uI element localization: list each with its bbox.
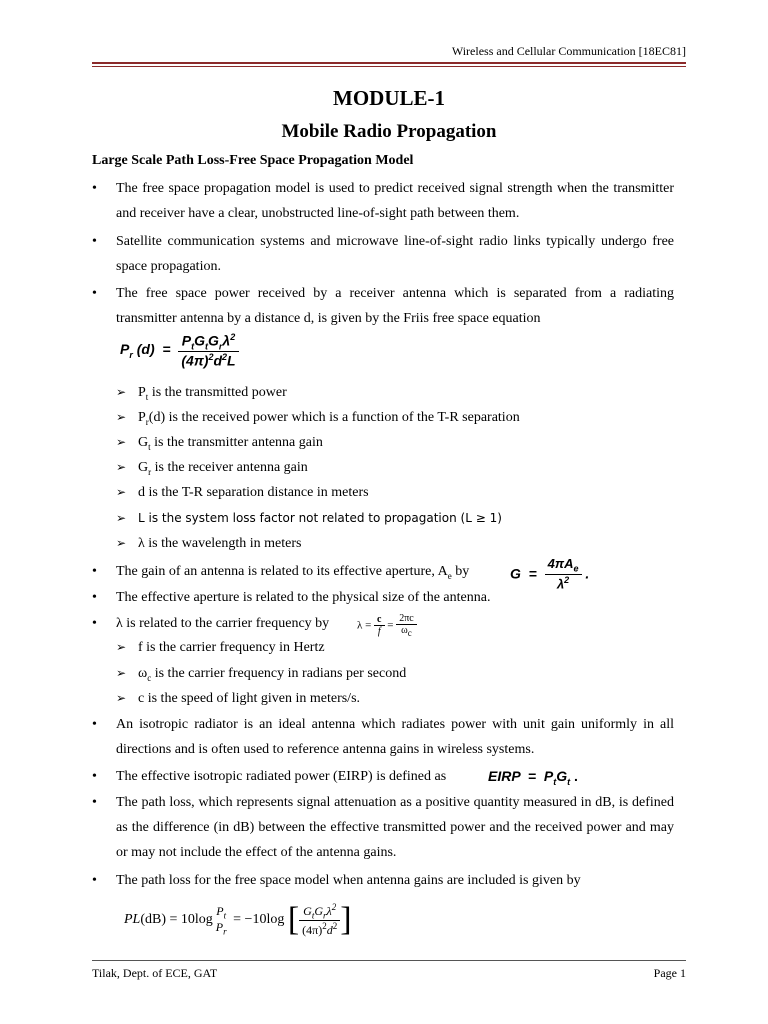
header-rule-thin bbox=[92, 66, 686, 67]
arrow-bullet: ➢ bbox=[116, 385, 127, 399]
definition-pt: $P_t$ is the transmitted power bbox=[138, 385, 287, 402]
paragraph-satellite: Satellite communication systems and microwave line-of-sight radio links typically undergo free space propagation. bbox=[116, 234, 674, 274]
page-number: Page 1 bbox=[653, 966, 686, 980]
paragraph-path-loss-free-space: The path loss for the free space model when antenna gains are included is given by bbox=[116, 873, 581, 888]
bullet-glyph: • bbox=[92, 286, 97, 301]
section-heading: Large Scale Path Loss-Free Space Propagation Model bbox=[92, 153, 414, 168]
bullet-glyph: • bbox=[92, 717, 97, 732]
arrow-bullet: ➢ bbox=[116, 536, 127, 550]
definition-omega: $\omega_c$ is the carrier frequency in radians per second bbox=[138, 666, 407, 683]
paragraph-path-loss: The path loss, which represents signal attenuation as a positive quantity measured in dB, is defined as the difference (in dB) between the effective transmitted power and the received power and may or may not include the effect of the antenna gains. bbox=[116, 795, 674, 860]
bullet-glyph: • bbox=[92, 795, 97, 810]
paragraph-friis: The free space power received by a receiver antenna which is separated from a radiating transmitter antenna by a distance d, is given by the Friis free space equation bbox=[116, 286, 674, 326]
wavelength-equation: λ = $\frac{c}{f}$ = $\frac{2\pi c}{\omega_c}$ bbox=[357, 613, 417, 638]
paragraph-isotropic: An isotropic radiator is an ideal antenna which radiates power with unit gain uniformly in all directions and is often used to reference antenna gains in wireless systems. bbox=[116, 717, 674, 757]
definition-lambda: λ is the wavelength in meters bbox=[138, 536, 302, 551]
gain-equation: G = $\frac{4\pi A_e}{\lambda^2}$ . bbox=[510, 556, 590, 591]
bullet-glyph: • bbox=[92, 769, 97, 784]
footer-author: Tilak, Dept. of ECE, GAT bbox=[92, 966, 218, 980]
chapter-title: Mobile Radio Propagation bbox=[281, 121, 497, 142]
header-rule bbox=[92, 62, 686, 64]
bullet-glyph: • bbox=[92, 590, 97, 605]
arrow-bullet: ➢ bbox=[116, 485, 127, 499]
paragraph-free-space: The free space propagation model is used to predict received signal strength when the transmitter and receiver have a clear, unobstructed line-of-sight path between them. bbox=[116, 181, 674, 221]
path-loss-equation: PL(dB) = 10log $P_t$ $P_r$ = −10log [ $\frac{G_tG_r\lambda^2}{(4\pi)^2d^2}$ ] bbox=[124, 901, 352, 939]
arrow-bullet: ➢ bbox=[116, 460, 127, 474]
bullet-glyph: • bbox=[92, 181, 97, 196]
bullet-glyph: • bbox=[92, 234, 97, 249]
bullet-glyph: • bbox=[92, 873, 97, 888]
paragraph-lambda: λ is related to the carrier frequency by bbox=[116, 616, 330, 631]
definition-f: f is the carrier frequency in Hertz bbox=[138, 640, 325, 655]
definition-c: c is the speed of light given in meters/s. bbox=[138, 691, 361, 706]
definition-gr: $G_r$ is the receiver antenna gain bbox=[138, 460, 308, 477]
definition-gt: $G_t$ is the transmitter antenna gain bbox=[138, 435, 323, 452]
running-header: Wireless and Cellular Communication [18EC81] bbox=[451, 44, 686, 58]
arrow-bullet: ➢ bbox=[116, 691, 127, 705]
friis-equation: $P_r$ (d) = $\frac{P_tG_tG_r\lambda^2}{(4\pi)^2d^2L}$ bbox=[120, 332, 239, 369]
arrow-bullet: ➢ bbox=[116, 666, 127, 680]
arrow-bullet: ➢ bbox=[116, 640, 127, 654]
arrow-bullet: ➢ bbox=[116, 435, 127, 449]
paragraph-gain: The gain of an antenna is related to its effective aperture, $A_e$ by bbox=[116, 564, 470, 581]
definition-l: L is the system loss factor not related to propagation (L ≥ 1) bbox=[138, 511, 502, 525]
definition-pr: $P_r(d)$ is the received power which is a function of the T-R separation bbox=[138, 410, 520, 427]
arrow-bullet: ➢ bbox=[116, 511, 127, 525]
module-title: MODULE-1 bbox=[333, 86, 445, 110]
eirp-equation: EIRP = $P_tG_t$ . bbox=[488, 768, 578, 787]
paragraph-eirp: The effective isotropic radiated power (EIRP) is defined as bbox=[116, 769, 447, 784]
bullet-glyph: • bbox=[92, 616, 97, 631]
paragraph-aperture: The effective aperture is related to the physical size of the antenna. bbox=[116, 590, 491, 605]
footer-rule bbox=[92, 960, 686, 961]
definition-d: d is the T-R separation distance in meters bbox=[138, 485, 369, 500]
bullet-glyph: • bbox=[92, 564, 97, 579]
arrow-bullet: ➢ bbox=[116, 410, 127, 424]
